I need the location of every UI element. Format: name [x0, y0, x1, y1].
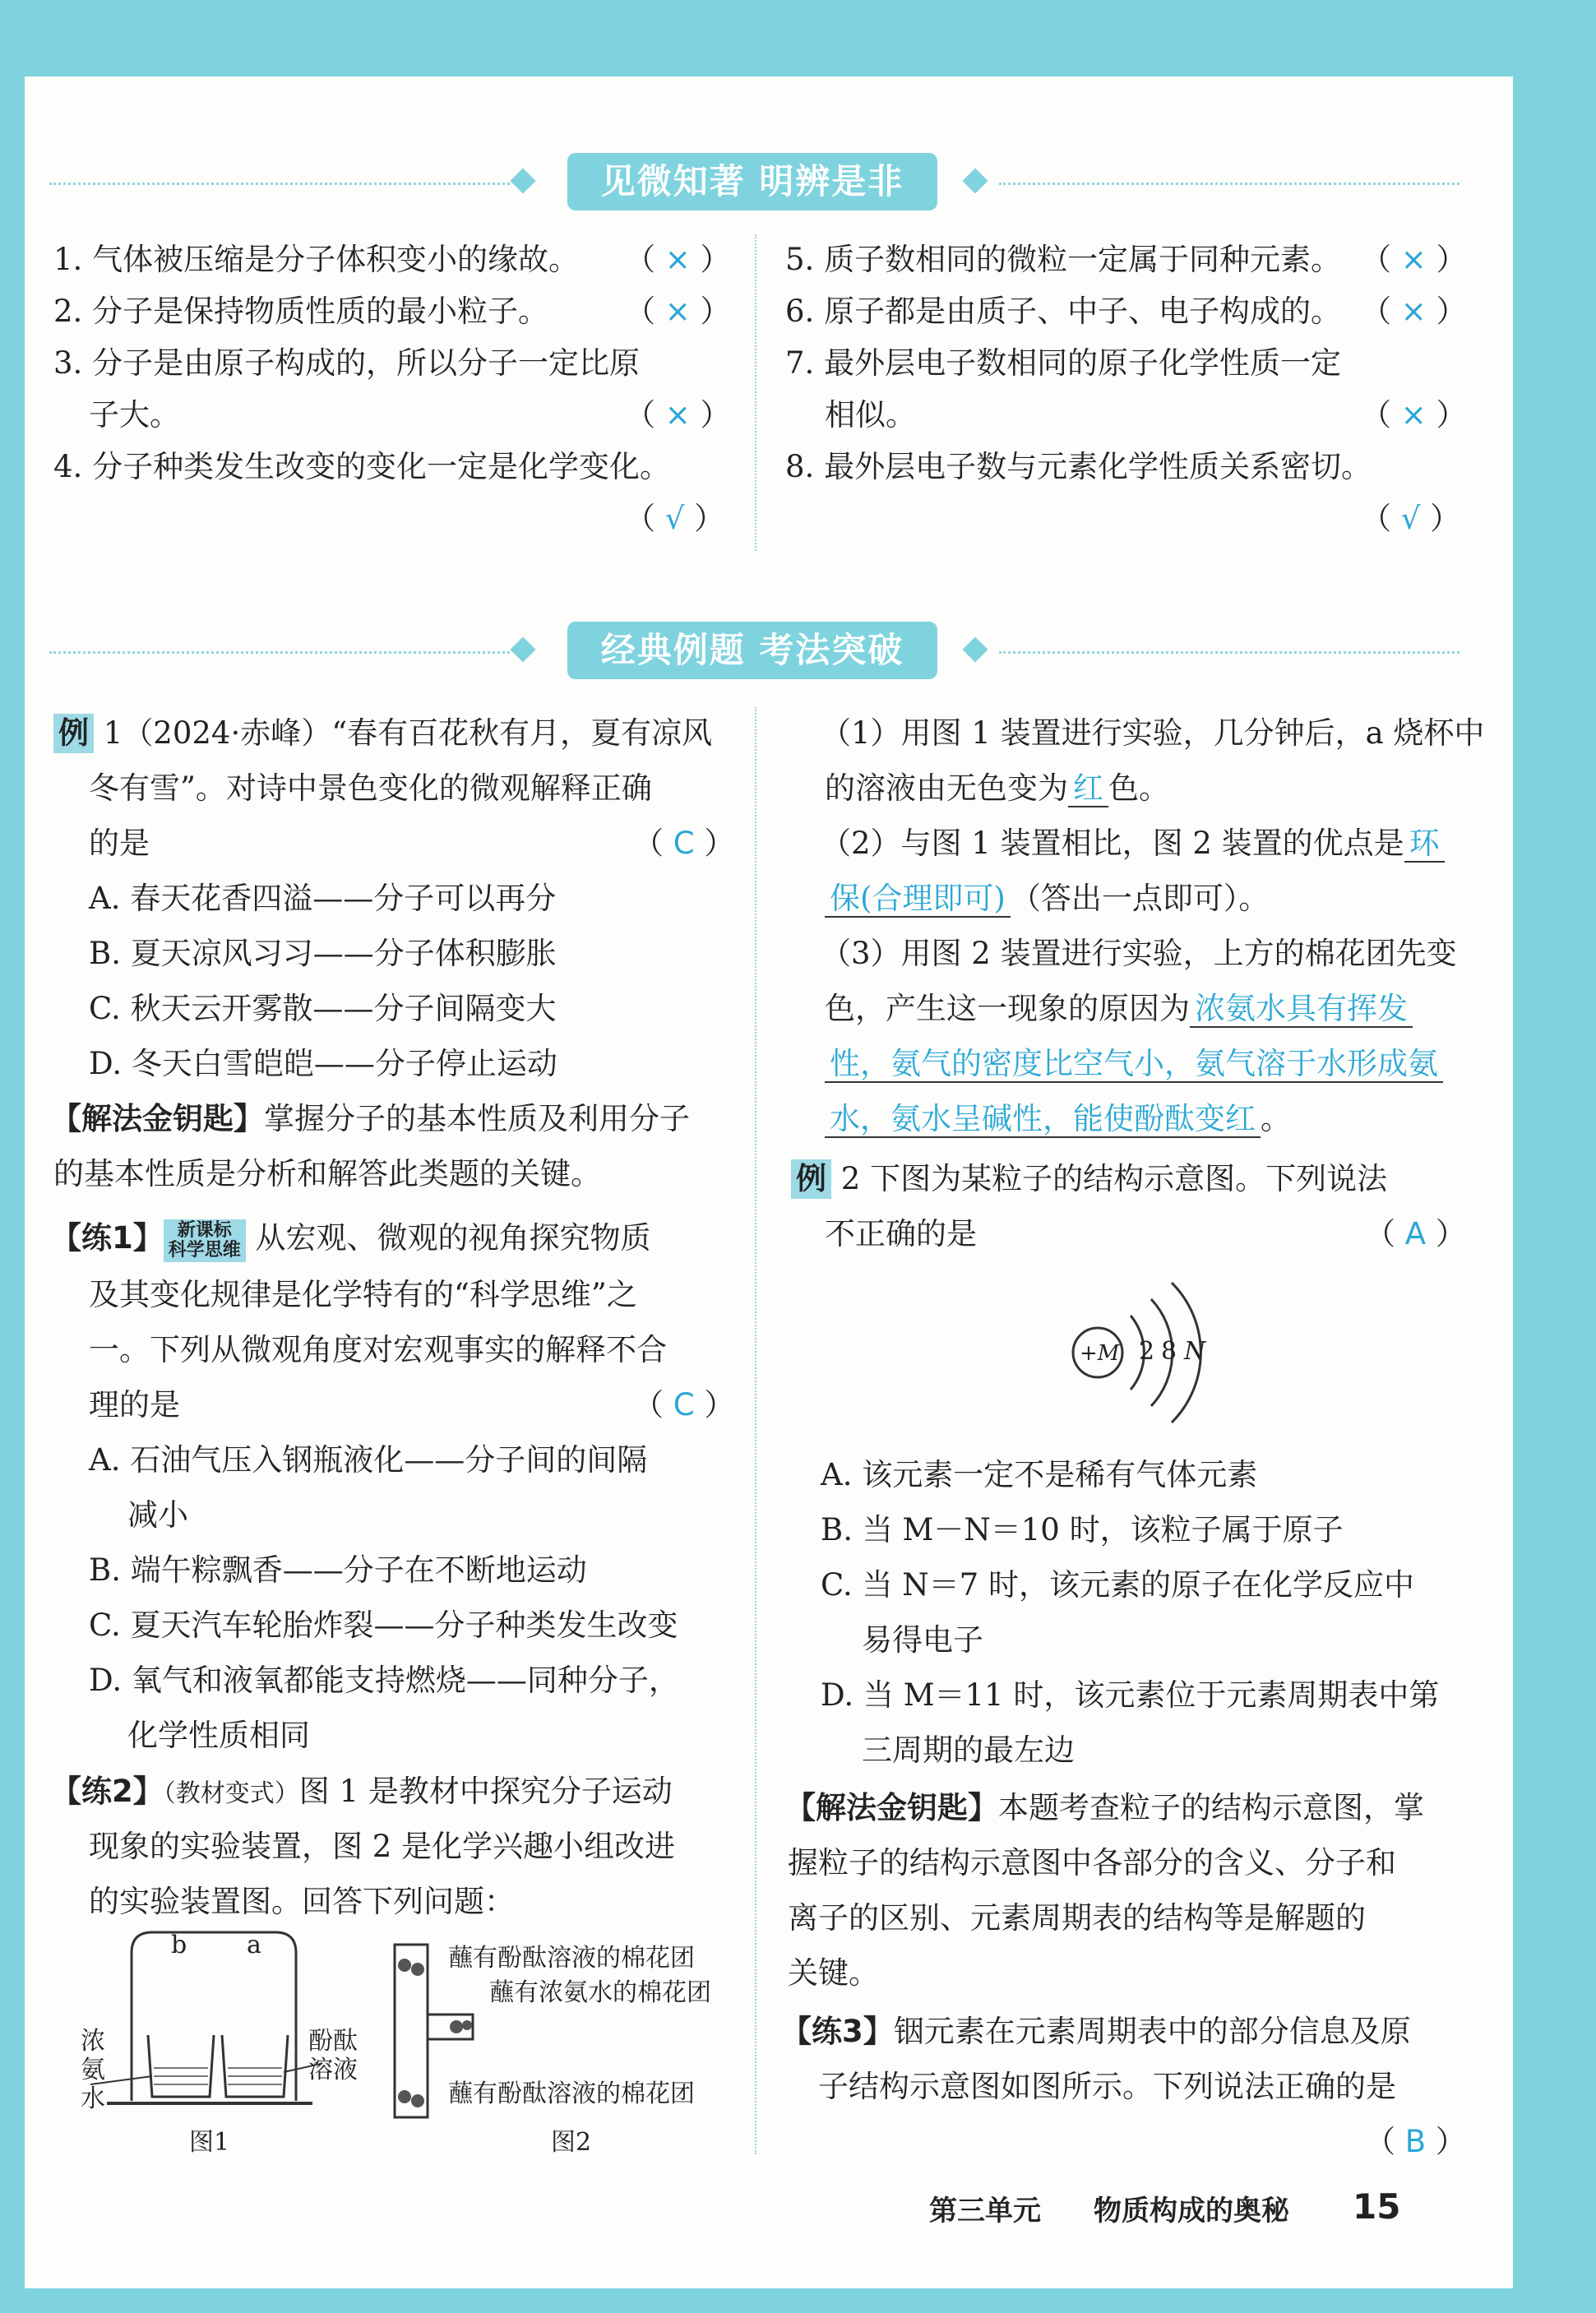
example1-option-b: B. 夏天凉风习习——分子体积膨胀 [89, 936, 557, 971]
fig2-caption: 图2 [551, 2128, 592, 2157]
judge-item-4: 4. 分子种类发生改变的变化一定是化学变化。 [53, 449, 671, 484]
section-rule-left [49, 183, 510, 185]
judge-paren-1: （ × ） [625, 242, 731, 277]
judge-paren-4: （ √ ） [625, 501, 725, 536]
judge-paren-8: （ √ ） [1361, 501, 1461, 536]
fig2-label-bottom: 蘸有酚酞溶液的棉花团 [448, 2079, 695, 2108]
practice2-q3-line4: 水，氨水呈碱性，能使酚酞变红 。 [825, 1099, 1291, 1139]
judge-paren-2: （ × ） [625, 294, 731, 329]
example1-line2: 冬有雪”。对诗中景色变化的微观解释正确 [89, 770, 652, 806]
example2-key-line2: 握粒子的结构示意图中各部分的含义、分子和 [788, 1845, 1396, 1880]
section2-rule-left [49, 651, 510, 654]
practice1-option-a: A. 石油气压入钢瓶液化——分子间的间隔 [89, 1442, 648, 1478]
footer-unit: 第三单元 [929, 2195, 1041, 2227]
practice1-line4: 理的是 [89, 1387, 180, 1422]
example1-option-a: A. 春天花香四溢——分子可以再分 [89, 881, 557, 916]
example1-option-c: C. 秋天云开雾散——分子间隔变大 [89, 991, 557, 1026]
example-tag: 例 [53, 714, 94, 753]
fig1-label-ammonia-3: 水 [81, 2084, 105, 2113]
practice1-line2: 及其变化规律是化学特有的“科学思维”之 [89, 1277, 637, 1312]
section-rule-right [999, 183, 1460, 185]
figure-1-apparatus [74, 1928, 337, 2126]
practice1-line1: 【练1】 新课标 科学思维 从宏观、微观的视角探究物质 [51, 1219, 651, 1261]
section2-rule-right [999, 651, 1460, 654]
judge-item-1: 1. 气体被压缩是分子体积变小的缘故。 [53, 242, 580, 277]
judge-paren-3: （ × ） [625, 397, 731, 433]
practice1-answer: （ C ） [633, 1387, 735, 1422]
judge-paren-7: （ × ） [1361, 397, 1467, 433]
example2-answer: （ A ） [1365, 1216, 1466, 1251]
example2-option-b: B. 当 M－N＝10 时，该粒子属于原子 [821, 1512, 1344, 1547]
judge-item-6: 6. 原子都是由质子、中子、电子构成的。 [785, 294, 1342, 329]
section-title-1: 见微知著 明辨是非 [567, 153, 937, 210]
example2-option-d-cont: 三周期的最左边 [862, 1732, 1075, 1768]
example2-line2: 不正确的是 [825, 1216, 977, 1251]
fig1-label-phenol-1: 酚酞 [308, 2027, 358, 2056]
judge-item-2: 2. 分子是保持物质性质的最小粒子。 [53, 294, 549, 329]
judge-paren-5: （ × ） [1361, 242, 1467, 277]
practice2-q2-line1: （2）与图 1 装置相比，图 2 装置的优点是 环 [821, 824, 1445, 863]
practice1-line3: 一。下列从微观角度对宏观事实的解释不合 [89, 1332, 667, 1367]
judge-paren-6: （ × ） [1361, 294, 1467, 329]
section-title-2: 经典例题 考法突破 [567, 622, 937, 679]
practice1-option-d-cont: 化学性质相同 [127, 1718, 310, 1753]
practice2-q3-line1: （3）用图 2 装置进行实验，上方的棉花团先变 [821, 936, 1457, 971]
example2-option-d: D. 当 M＝11 时，该元素位于元素周期表中第 [821, 1677, 1440, 1713]
atom-shell-2: 8 [1161, 1337, 1177, 1366]
judge-item-3-cont: 子大。 [89, 397, 180, 433]
judge-item-8: 8. 最外层电子数与元素化学性质关系密切。 [785, 449, 1372, 484]
judge-item-5: 5. 质子数相同的微粒一定属于同种元素。 [785, 242, 1342, 277]
example2-key-line3: 离子的区别、元素周期表的结构等是解题的 [788, 1900, 1366, 1936]
practice2-q2-line2: 保(合理即可) （答出一点即可）。 [825, 879, 1269, 918]
judge-item-7: 7. 最外层电子数相同的原子化学性质一定 [785, 345, 1342, 381]
example1-key-line2: 的基本性质是分析和解答此类题的关键。 [53, 1156, 601, 1191]
practice2-q3-line3: 性，氨气的密度比空气小，氨气溶于水形成氨 [825, 1044, 1443, 1084]
example1-answer: （ C ） [633, 826, 735, 861]
column-divider-main [755, 707, 756, 2154]
practice1-option-a-cont: 减小 [127, 1497, 188, 1533]
practice2-line3: 的实验装置图。回答下列问题： [89, 1884, 515, 1919]
example1-line3: 的是 [89, 826, 150, 861]
atom-shell-3: N [1184, 1337, 1206, 1366]
example1-key-line1: 【解法金钥匙】掌握分子的基本性质及利用分子 [51, 1101, 690, 1136]
example1-line1: 例 1（2024·赤峰）“春有百花秋有月，夏有凉风 [53, 714, 712, 753]
example2-option-c: C. 当 N＝7 时，该元素的原子在化学反应中 [821, 1567, 1414, 1603]
practice1-option-c: C. 夏天汽车轮胎炸裂——分子种类发生改变 [89, 1608, 678, 1643]
judge-item-3: 3. 分子是由原子构成的，所以分子一定比原 [53, 345, 641, 381]
practice3-line2: 子结构示意图如图所示。下列说法正确的是 [818, 2069, 1396, 2104]
footer-title: 物质构成的奥秘 [1094, 2195, 1289, 2227]
judge-item-7-cont: 相似。 [825, 397, 916, 433]
atom-nucleus-label: +M [1080, 1341, 1120, 1366]
practice2-line1: 【练2】（教材变式）图 1 是教材中探究分子运动 [51, 1774, 673, 1809]
fig1-label-phenol-2: 溶液 [308, 2056, 358, 2084]
practice1-option-b: B. 端午粽飘香——分子在不断地运动 [89, 1552, 587, 1588]
practice1-option-d: D. 氧气和液氧都能支持燃烧——同种分子， [89, 1663, 679, 1698]
practice2-line2: 现象的实验装置，图 2 是化学兴趣小组改进 [89, 1829, 676, 1864]
example2-option-a: A. 该元素一定不是稀有气体元素 [821, 1457, 1258, 1492]
example2-key-line1: 【解法金钥匙】本题考查粒子的结构示意图，掌 [785, 1790, 1424, 1825]
fig1-caption: 图1 [189, 2128, 230, 2157]
fig2-label-top: 蘸有酚酞溶液的棉花团 [448, 1944, 695, 1973]
page-number: 15 [1353, 2186, 1401, 2227]
fig1-label-b: b [171, 1931, 187, 1959]
column-divider-top [755, 234, 756, 551]
atom-shell-1: 2 [1139, 1337, 1155, 1366]
practice3-line1: 【练3】铟元素在元素周期表中的部分信息及原 [781, 2014, 1411, 2049]
example2-key-line4: 关键。 [788, 1955, 879, 1991]
fig1-label-ammonia-1: 浓 [81, 2027, 105, 2056]
fig1-label-a: a [247, 1931, 261, 1959]
fig2-label-mid: 蘸有浓氨水的棉花团 [489, 1978, 711, 2007]
example1-option-d: D. 冬天白雪皑皑——分子停止运动 [89, 1046, 557, 1081]
example2-tag: 例 [791, 1159, 831, 1199]
practice3-answer: （ B ） [1365, 2124, 1466, 2159]
practice2-q1-line2: 的溶液由无色变为 红 色。 [825, 770, 1169, 806]
example2-option-c-cont: 易得电子 [862, 1622, 983, 1658]
practice2-q3-line2: 色，产生这一现象的原因为 浓氨水具有挥发 [825, 989, 1413, 1029]
practice2-q1-line1: （1）用图 1 装置进行实验，几分钟后，a 烧杯中 [821, 715, 1485, 751]
fig1-label-ammonia-2: 氨 [81, 2056, 105, 2084]
example2-line1: 例 2 下图为某粒子的结构示意图。下列说法 [791, 1159, 1387, 1199]
new-standard-badge: 新课标 科学思维 [164, 1219, 246, 1262]
